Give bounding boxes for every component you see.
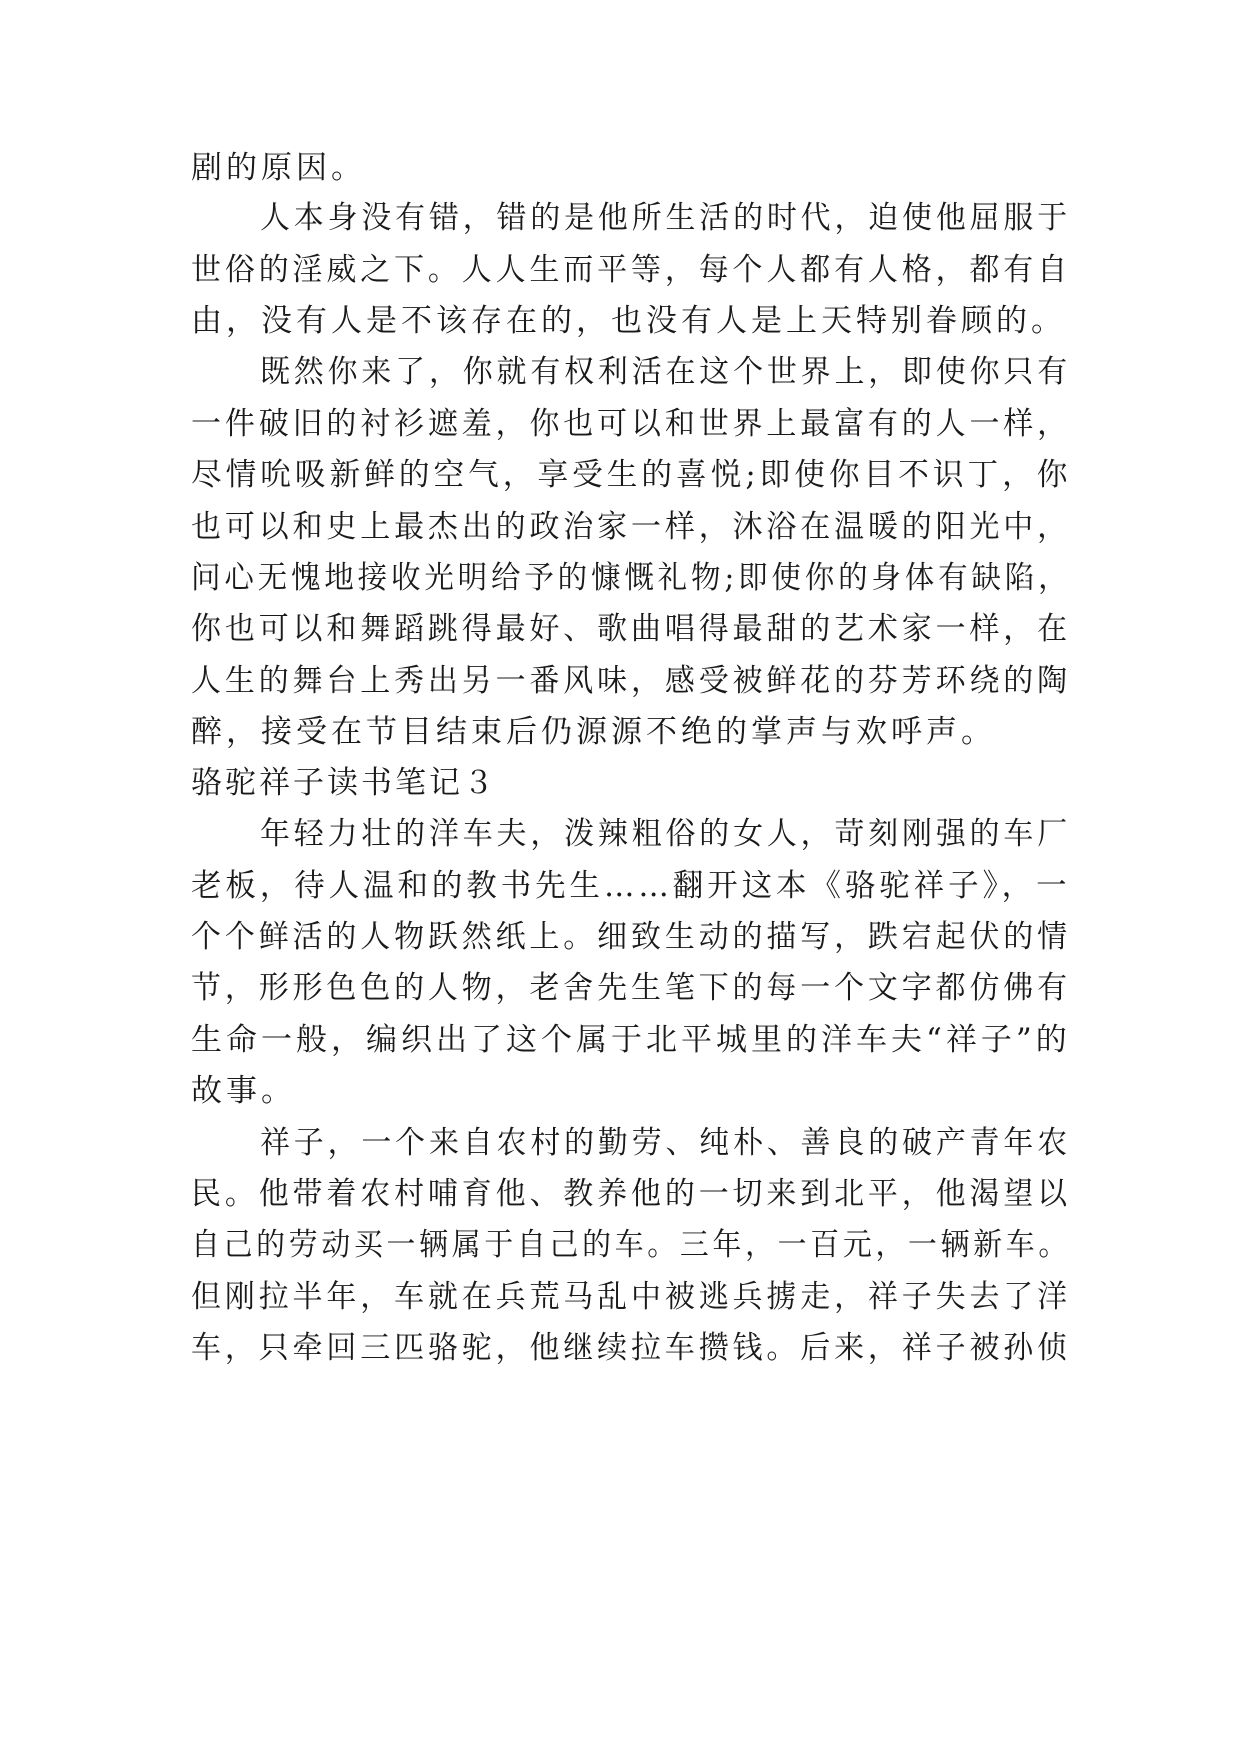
text-line: 世俗的淫威之下。人人生而平等，每个人都有人格，都有自 xyxy=(191,252,1071,288)
paragraph-start: 祥子，一个来自农村的勤劳、纯朴、善良的破产青年农 xyxy=(260,1125,1071,1161)
text-line: 老板，待人温和的教书先生……翻开这本《骆驼祥子》，一 xyxy=(191,868,1071,904)
text-line: 节，形形色色的人物，老舍先生笔下的每一个文字都仿佛有 xyxy=(191,970,1071,1006)
paragraph-start: 既然你来了，你就有权利活在这个世界上，即使你只有 xyxy=(260,354,1071,390)
text-line: 问心无愧地接收光明给予的慷慨礼物;即使你的身体有缺陷， xyxy=(191,560,1072,596)
paragraph-start: 人本身没有错，错的是他所生活的时代，迫使他屈服于 xyxy=(260,200,1071,236)
text-line: 醉，接受在节目结束后仍源源不绝的掌声与欢呼声。 xyxy=(191,714,996,750)
text-line: 剧的原因。 xyxy=(191,150,366,186)
text-line: 一件破旧的衬衫遮羞，你也可以和世界上最富有的人一样， xyxy=(191,406,1071,442)
text-line: 个个鲜活的人物跃然纸上。细致生动的描写，跌宕起伏的情 xyxy=(191,919,1071,955)
text-line: 但刚拉半年，车就在兵荒马乱中被逃兵掳走，祥子失去了洋 xyxy=(191,1279,1071,1315)
text-line: 生命一般，编织出了这个属于北平城里的洋车夫“祥子”的 xyxy=(191,1022,1071,1058)
text-line: 也可以和史上最杰出的政治家一样，沐浴在温暖的阳光中， xyxy=(191,509,1071,545)
text-line: 尽情吮吸新鲜的空气，享受生的喜悦;即使你目不识丁，你 xyxy=(191,457,1072,493)
text-line: 自己的劳动买一辆属于自己的车。三年，一百元，一辆新车。 xyxy=(191,1227,1071,1263)
paragraph-start: 年轻力壮的洋车夫，泼辣粗俗的女人，苛刻刚强的车厂 xyxy=(260,816,1071,852)
text-line: 民。他带着农村哺育他、教养他的一切来到北平，他渴望以 xyxy=(191,1176,1071,1212)
text-line: 故事。 xyxy=(191,1073,296,1109)
text-line: 车，只牵回三匹骆驼，他继续拉车攒钱。后来，祥子被孙侦 xyxy=(191,1330,1071,1366)
text-line: 由，没有人是不该存在的，也没有人是上天特别眷顾的。 xyxy=(191,303,1066,339)
text-line: 人生的舞台上秀出另一番风味，感受被鲜花的芬芳环绕的陶 xyxy=(191,663,1071,699)
text-line: 你也可以和舞蹈跳得最好、歌曲唱得最甜的艺术家一样，在 xyxy=(191,611,1071,647)
section-heading: 骆驼祥子读书笔记３ xyxy=(191,765,497,801)
